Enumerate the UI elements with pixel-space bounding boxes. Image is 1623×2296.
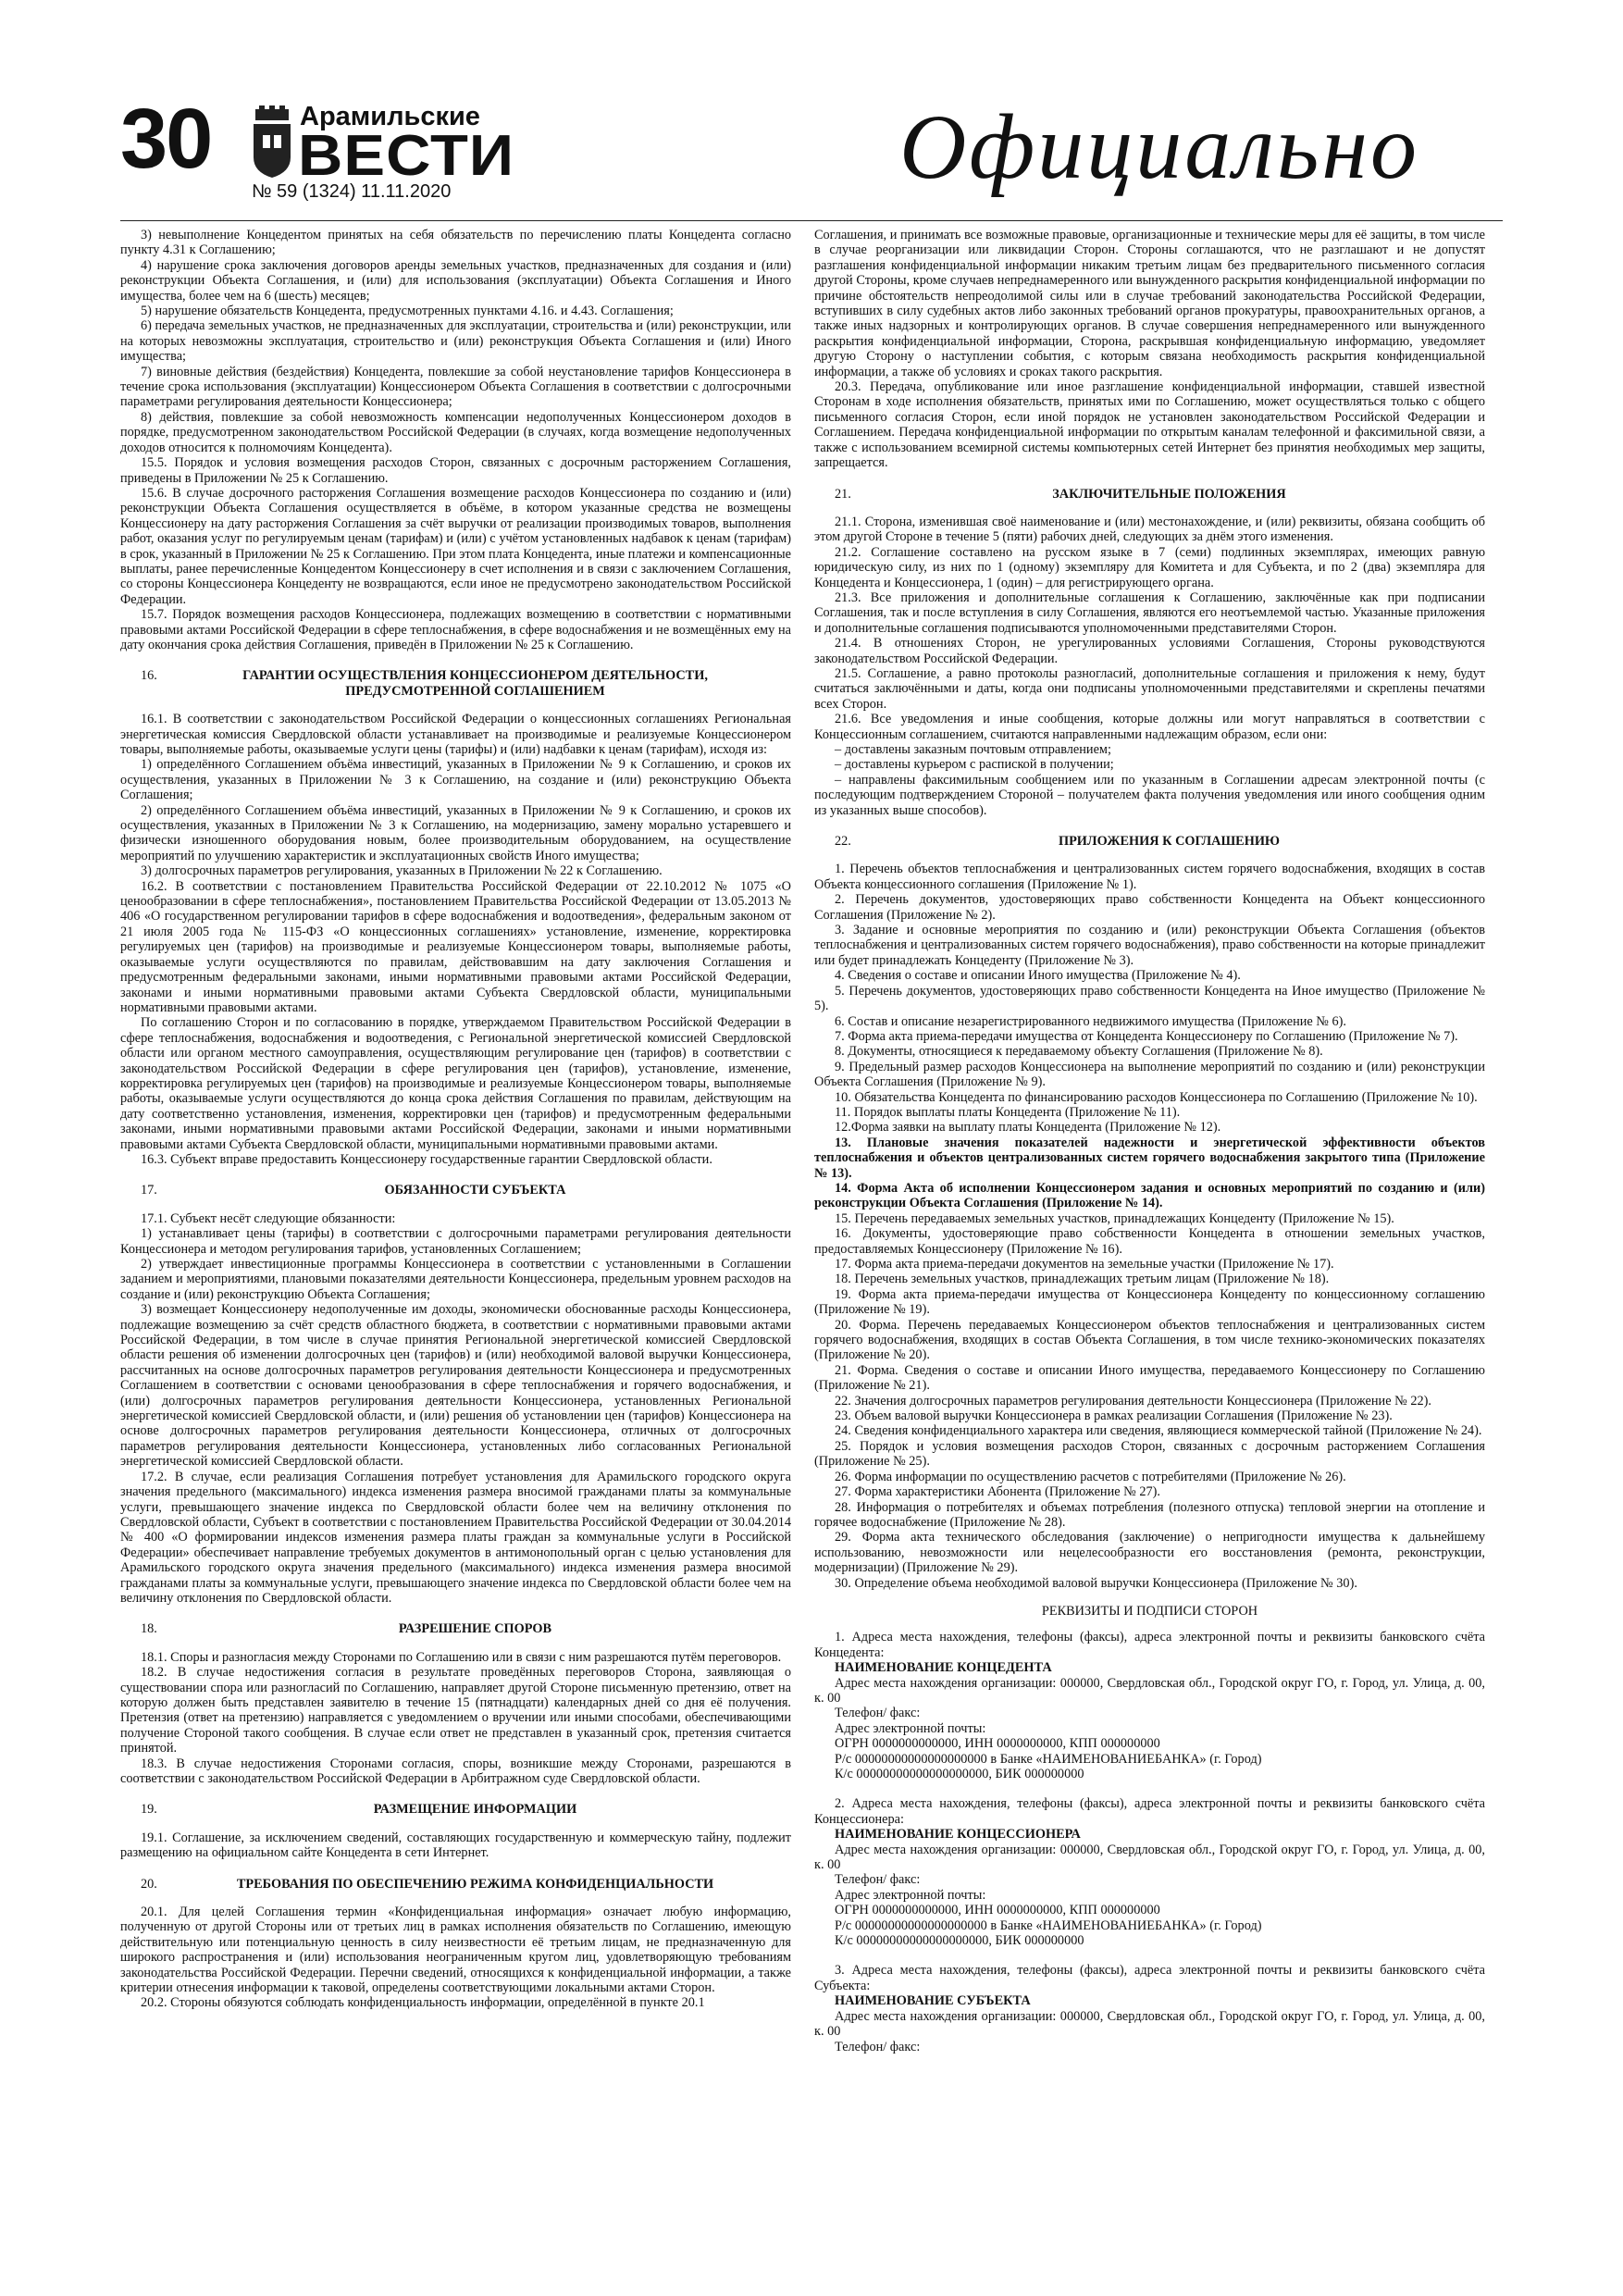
section-heading (120, 1621, 791, 1636)
section-heading (120, 1183, 791, 1198)
brand-main-text: ВЕСТИ (298, 124, 515, 188)
paragraph: 3) возмещает Концессионеру недополученные им доходы, экономически обоснованные расходы Концессионера, подлежащие возмещению за счёт средств областного бюджета, в соответствии с нормативными правовыми актами Российской Федерации, в том числе в случае принятия Региональной энергетической комиссией Свердловской области решения об изменении долгосрочных цен (тарифов) и (или) необходимой валовой выручки Концессионера, рассчитанных на основе долгосрочных параметров регулирования деятельности Концессионера и предусмотренных Соглашением в соответствии с основами ценообразования в сфере теплоснабжения и горячего водоснабжения, и (или) долгосрочных параметров регулирования деятельности Концессионера, установленных Региональной энергетической комиссией Свердловской области, и (или) решения об установлении цен (тарифов) Концессионера на основе долгосрочных параметров регулирования деятельности Концессионера, отличных от долгосрочных параметров регулирования деятельности Концессионера, установленных либо согласованных Региональной энергетической комиссией Свердловской области. (120, 1302, 791, 1470)
section-heading (814, 487, 1485, 502)
paragraph: – доставлены курьером с распиской в получении; (835, 757, 1114, 773)
section-heading-text: ГАРАНТИИ ОСУЩЕСТВЛЕНИЯ КОНЦЕССИОНЕРОМ ДЕЯТЕЛЬНОСТИ, ПРЕДУСМОТРЕННОЙ СОГЛАШЕНИЕМ (242, 668, 708, 699)
paragraph: 2) определённого Соглашением объёма инвестиций, указанных в Приложении № 9 к Соглашению, и сроков их осуществления, указанных в Приложении № 3 к Соглашению, на модернизацию, замену морально устаревшего и физически изношенного оборудования новым, более производительным оборудованием, на осуществление мероприятий по улучшению характеристик и эксплуатационных свойств Иного имущества; (120, 802, 791, 863)
section-number: 19. (141, 1802, 157, 1818)
paragraph: 15.7. Порядок возмещения расходов Концессионера, подлежащих возмещению в соответствии с нормативными правовыми актами Российской Федерации в сфере теплоснабжения, в сфере водоснабжения и не возмещённых ему на дату окончания срока действия Соглашения, приведён в Приложении № 25 к Соглашению. (120, 607, 791, 652)
paragraph: – направлены факсимильным сообщением или по указанным в Соглашении адресам электронной почты (с последующим подтверждением Стороной – получателем факта получения уведомления или иного сообщения одним из указанных выше способов). (814, 772, 1485, 818)
section-heading-text: РАЗМЕЩЕНИЕ ИНФОРМАЦИИ (373, 1802, 577, 1818)
section-heading-text: ОБЯЗАННОСТИ СУБЪЕКТА (384, 1183, 566, 1198)
paragraph: 2. Адреса места нахождения, телефоны (факсы), адреса электронной почты и реквизиты банковского счёта Концессионера: (814, 1796, 1485, 1827)
paragraph: НАИМЕНОВАНИЕ КОНЦЕССИОНЕРА (835, 1827, 1081, 1843)
paragraph: Р/с 00000000000000000000 в Банке «НАИМЕНОВАНИЕБАНКА» (г. Город) (835, 1917, 1262, 1933)
paragraph: 7. Форма акта приема-передачи имущества от Концедента Концессионеру по Соглашению (Приложение № 7). (835, 1028, 1458, 1044)
paragraph: 13. Плановые значения показателей надежности и энергетической эффективности объектов теплоснабжения и объектов централизованных систем горячего водоснабжения закрытого типа (Приложение № 13). (814, 1135, 1485, 1181)
paragraph: Телефон/ факс: (835, 1872, 921, 1888)
section-heading (120, 668, 791, 699)
paragraph: 18.3. В случае недостижения Сторонами согласия, споры, возникшие между Сторонами, разрешаются в соответствии с законодательством Российской Федерации в Арбитражном суде Свердловской области. (120, 1756, 791, 1786)
section-number: 22. (835, 834, 851, 850)
paragraph: 16.1. В соответствии с законодательством Российской Федерации о концессионных соглашениях Региональная энергетическая комиссия Свердловской области устанавливает на производимые и реализуемые Концессионером товары, выполняемые работы, оказываемые услуги цены (тарифы) и (или) надбавки к ценам (тарифам), исходя из: (120, 712, 791, 757)
section-heading-text: ТРЕБОВАНИЯ ПО ОБЕСПЕЧЕНИЮ РЕЖИМА КОНФИДЕНЦИАЛЬНОСТИ (236, 1876, 714, 1892)
paragraph: 28. Информация о потребителях и объемах потребления (полезного отпуска) тепловой энергии на отопление и горячее водоснабжение (Приложение № 28). (814, 1499, 1485, 1530)
section-number: 16. (141, 668, 157, 684)
paragraph: 2. Перечень документов, удостоверяющих право собственности Концедента на Объект концессионного Соглашения (Приложение № 2). (814, 892, 1485, 923)
paragraph: 7) виновные действия (бездействия) Концедента, повлекшие за собой неустановление тарифов Концессионера в течение срока использования (эксплуатации) Концессионером Объекта Соглашения в соответствии с долгосрочными параметрами регулирования деятельности Концессионера; (120, 364, 791, 410)
paragraph: 27. Форма характеристики Абонента (Приложение № 27). (835, 1484, 1160, 1500)
paragraph: 10. Обязательства Концедента по финансированию расходов Концессионера по Соглашению (Приложение № 10). (835, 1089, 1478, 1105)
paragraph: 11. Порядок выплаты платы Концедента (Приложение № 11). (835, 1104, 1181, 1120)
paragraph: 23. Объем валовой выручки Концессионера в рамках реализации Соглашения (Приложение № 23). (835, 1409, 1393, 1424)
paragraph: 6) передача земельных участков, не предназначенных для эксплуатации, строительства и (или) реконструкции, или на которых невозможны эксплуатация, строительство и (или) реконструкция Объекта Соглашения и (или) Иного имущества; (120, 318, 791, 365)
paragraph: 9. Предельный размер расходов Концессионера на выполнение мероприятий по созданию и (или) реконструкции Объекта Соглашения (Приложение № 9). (814, 1059, 1485, 1090)
paragraph: 15.6. В случае досрочного расторжения Соглашения возмещение расходов Концессионера по созданию и (или) реконструкции Объекта Соглашения осуществляется в объёме, в котором указанные средства не возмещены Концессионеру на дату расторжения Соглашения за счёт выручки от реализации производимых товаров, выполнения работ, оказания услуг по регулируемым ценам (тарифам) и (или) с учётом установленных надбавок к ценам (тарифам) в срок, указанный в Приложении № 25 к Соглашению. При этом плата Концедента, иные платежи и компенсационные выплаты, ранее перечисленные Концедентом Концессионеру в счет исполнения и в связи с заключением Соглашения, со стороны Концессионера Концеденту не возвращаются, если иное не предусмотрено законодательством Российской Федерации. (120, 485, 791, 607)
paragraph: 18.2. В случае недостижения согласия в результате проведённых переговоров Сторона, заявляющая о существовании спора или разногласий по Соглашению, направляет другой Стороне письменную претензию, ответ на которую должен быть представлен заявителю в течение 15 (пятнадцати) календарных дней со дня её получения. Претензия (ответ на претензию) направляется с уведомлением о вручении или иными способами, обеспечивающими получение Стороной такого сообщения. В случае если ответ не представлен в указанный срок, претензия считается принятой. (120, 1665, 791, 1756)
paragraph: 18. Перечень земельных участков, принадлежащих третьим лицам (Приложение № 18). (835, 1272, 1330, 1287)
paragraph: 24. Сведения конфиденциального характера или сведения, являющиеся коммерческой тайной (Приложение № 24). (835, 1423, 1482, 1439)
paragraph: 26. Форма информации по осуществлению расчетов с потребителями (Приложение № 26). (835, 1469, 1346, 1484)
paragraph: 3) невыполнение Концедентом принятых на себя обязательств по перечислению платы Концедента согласно пункту 4.31 к Соглашению; (120, 228, 791, 258)
section-number: 20. (141, 1876, 157, 1892)
paragraph: 19.1. Соглашение, за исключением сведений, составляющих государственную и коммерческую тайну, подлежит размещению на официальном сайте Концедента в сети Интернет. (120, 1830, 791, 1861)
newspaper-logo (252, 100, 515, 188)
paragraph: 22. Значения долгосрочных параметров регулирования деятельности Концессионера (Приложение № 22). (835, 1393, 1431, 1409)
paragraph: К/с 00000000000000000000, БИК 000000000 (835, 1767, 1084, 1781)
paragraph: 21.5. Соглашение, а равно протоколы разногласий, дополнительные соглашения и приложения к нему, будут считаться заключёнными и даты, когда они подписаны уполномоченными представителями и скреплены печатями всех Сторон. (814, 665, 1485, 712)
spacer (814, 1781, 1485, 1796)
paragraph: 14. Форма Акта об исполнении Концессионером задания и основных мероприятий по созданию и (или) реконструкции Объекта Соглашения (Приложение № 14). (814, 1180, 1485, 1211)
requisites-title: РЕКВИЗИТЫ И ПОДПИСИ СТОРОН (1041, 1603, 1258, 1619)
paragraph: 2) утверждает инвестиционные программы Концессионера в соответствии с установленными в Соглашении заданием и мероприятиями, плановыми показателями деятельности Концессионера, предельным уровнем расходов на создание и (или) реконструкцию Объекта Соглашения; (120, 1257, 791, 1302)
paragraph: Адрес места нахождения организации: 000000, Свердловская обл., Городской округ ГО, г. Город, ул. Улица, д. 00, к. 00 (814, 1675, 1485, 1706)
paragraph: 21.4. В отношениях Сторон, не урегулированных условиями Соглашения, Стороны руководствуются законодательством Российской Федерации. (814, 636, 1485, 666)
paragraph: 21.1. Сторона, изменившая своё наименование и (или) местонахождение, и (или) реквизиты, обязана сообщить об этом другой Стороне в течение 5 (пяти) рабочих дней, следующих за днём этого изменения. (814, 514, 1485, 545)
city-crest-icon (252, 105, 292, 180)
paragraph: 21.2. Соглашение составлено на русском языке в 7 (семи) подлинных экземплярах, имеющих равную юридическую силу, из них по 1 (одному) экземпляру для Комитета и для Субъекта, и по 2 (два) экземпляра для Концедента и Концессионера, 1 (один) – для регистрирующего органа. (814, 544, 1485, 590)
section-heading (814, 834, 1485, 849)
paragraph: 20.2. Стороны обязуются соблюдать конфиденциальность информации, определённой в пункте 20.1 (141, 1995, 705, 2011)
section-title: Официально (899, 95, 1419, 198)
paragraph: 21. Форма. Сведения о составе и описании Иного имущества, передаваемого Концессионеру по Соглашению (Приложение № 21). (814, 1362, 1485, 1394)
paragraph: Адрес электронной почты: (835, 1720, 986, 1736)
left-column (120, 228, 791, 2259)
paragraph: Телефон/ факс: (835, 2039, 921, 2054)
section-heading-text: ПРИЛОЖЕНИЯ К СОГЛАШЕНИЮ (1058, 834, 1281, 850)
paragraph: 20.3. Передача, опубликование или иное разглашение конфиденциальной информации, ставшей известной Сторонам в ходе исполнения обязательств, принятых ими по Соглашению, может осуществляться только с общего письменного согласия Сторон, если иной порядок не установлен законодательством Российской Федерации и Соглашением. Передача конфиденциальной информации по открытым каналам телефонной и факсимильной связи, а также с использованием всемирной системы компьютерных сетей Интернет без принятия необходимых мер защиты, запрещается. (814, 379, 1485, 471)
paragraph: 30. Определение объема необходимой валовой выручки Концессионера (Приложение № 30). (835, 1575, 1357, 1591)
paragraph: 17. Форма акта приема-передачи документов на земельные участки (Приложение № 17). (835, 1257, 1334, 1272)
paragraph: 4) нарушение срока заключения договоров аренды земельных участков, предназначенных для создания и (или) реконструкции Объекта Соглашения, и (или) для использования (эксплуатации) Объекта Соглашения и Иного имущества, более чем на 6 (шесть) месяцев; (120, 257, 791, 304)
section-heading-text: РАЗРЕШЕНИЕ СПОРОВ (398, 1621, 552, 1637)
paragraph: 8. Документы, относящиеся к передаваемому объекту Соглашения (Приложение № 8). (835, 1044, 1323, 1060)
section-number: 21. (835, 486, 851, 502)
paragraph: 25. Порядок и условия возмещения расходов Сторон, связанных с досрочным расторжением Соглашения (Приложение № 25). (814, 1438, 1485, 1470)
paragraph: 1. Перечень объектов теплоснабжения и централизованных систем горячего водоснабжения, входящих в состав Объекта концессионного соглашения (Приложение № 1). (814, 862, 1485, 892)
paragraph: НАИМЕНОВАНИЕ КОНЦЕДЕНТА (835, 1660, 1052, 1676)
paragraph: 3. Задание и основные мероприятия по созданию и (или) реконструкции Объекта Соглашения (объектов теплоснабжения и централизованных систем горячего водоснабжения), право собственности на которые принадлежит или будет принадлежать Концеденту (Приложение № 3). (814, 923, 1485, 968)
paragraph: 19. Форма акта приема-передачи имущества от Концессионера Концеденту по концессионному соглашению (Приложение № 19). (814, 1286, 1485, 1318)
section-heading-text: ЗАКЛЮЧИТЕЛЬНЫЕ ПОЛОЖЕНИЯ (1052, 486, 1286, 502)
header-divider (120, 220, 1503, 221)
page-number: 30 (120, 92, 212, 186)
section-number: 18. (141, 1621, 157, 1637)
paragraph: Адрес места нахождения организации: 000000, Свердловская обл., Городской округ ГО, г. Город, ул. Улица, д. 00, к. 00 (814, 1842, 1485, 1873)
right-column (814, 228, 1485, 2259)
paragraph: 15. Перечень передаваемых земельных участков, принадлежащих Концеденту (Приложение № 15). (835, 1210, 1394, 1226)
issue-info: № 59 (1324) 11.11.2020 (252, 181, 452, 202)
paragraph: 16.2. В соответствии с постановлением Правительства Российской Федерации от 22.10.2012 № 1075 «О ценообразовании в сфере теплоснабжения», постановлением Правительства Российской Федерации от 13.05.2013 № 406 «О государственном регулировании тарифов в сфере водоснабжения и водоотведения», федеральным законом от 21 июля 2005 года № 115-ФЗ «О концессионных соглашениях» установление, изменение, корректировка регулируемых цен (тарифов) на производимые и реализуемые Концессионером товары, выполняемые работы, оказываемые услуги осуществляются по правилам, действовавшим на дату заключения Соглашения и предусмотренным федеральными законами, иными нормативными правовыми актами Российской Федерации, законами и иными нормативными правовыми актами Субъекта Свердловской области, муниципальными нормативными правовыми актами. (120, 878, 791, 1015)
brand-top-text: Арамильские (300, 102, 480, 131)
spacer (814, 1948, 1485, 1963)
paragraph: Соглашения, и принимать все возможные правовые, организационные и технические меры для её защиты, в том числе в случае реорганизации или ликвидации Сторон. Стороны соглашаются, что не разглашают и не допустят разглашения конфиденциальной информации никаким третьим лицам без предварительного письменного согласия другой Стороны, кроме случаев непреднамеренного или вынужденного раскрытия конфиденциальной информации по причине обстоятельств непреодолимой силы или в случае требований законодательства Российской Федерации, вступивших в силу судебных актов либо законных требований органов прокуратуры, правоохранительных органов, а также иных надзорных и контролирующих органов. В случае совершения непреднамеренного или вынужденного раскрытия конфиденциальной информации, Сторона, раскрывшая конфиденциальную информацию, уведомляет другую Сторону о наступлении события, с которым связана необходимость раскрытия конфиденциальной информации, а также об условиях и сроках такого раскрытия. (814, 228, 1485, 379)
paragraph: К/с 00000000000000000000, БИК 000000000 (835, 1933, 1084, 1949)
paragraph: 17.1. Субъект несёт следующие обязанности: (141, 1210, 396, 1226)
paragraph: 3) долгосрочных параметров регулирования, указанных в Приложении № 22 к Соглашению. (141, 863, 663, 879)
paragraph: Адрес электронной почты: (835, 1887, 986, 1903)
section-heading (120, 1802, 791, 1817)
paragraph: 5. Перечень документов, удостоверяющих право собственности Концедента на Иное имущество (Приложение № 5). (814, 983, 1485, 1014)
paragraph: 18.1. Споры и разногласия между Сторонами по Соглашению или в связи с ним разрешаются путём переговоров. (141, 1649, 782, 1665)
paragraph: 1) определённого Соглашением объёма инвестиций, указанных в Приложении № 9 к Соглашению, и сроков их осуществления, указанных в Приложении № 3 к Соглашению, на создание и (или) реконструкцию Объекта Соглашения; (120, 757, 791, 803)
paragraph: Адрес места нахождения организации: 000000, Свердловская обл., Городской округ ГО, г. Город, ул. Улица, д. 00, к. 00 (814, 2008, 1485, 2040)
paragraph: 29. Форма акта технического обследования (заключение) о непригодности имущества к дальнейшему использованию, невозможности или нецелесообразности его восстановления (ремонта, реконструкции, модернизации) (Приложение № 29). (814, 1530, 1485, 1576)
paragraph: 16. Документы, удостоверяющие право собственности Концедента в отношении земельных участков, предоставляемых Концессионеру (Приложение № 16). (814, 1226, 1485, 1257)
paragraph: Р/с 00000000000000000000 в Банке «НАИМЕНОВАНИЕБАНКА» (г. Город) (835, 1751, 1262, 1767)
paragraph: Телефон/ факс: (835, 1706, 921, 1721)
section-heading (120, 1877, 791, 1892)
paragraph: 15.5. Порядок и условия возмещения расходов Сторон, связанных с досрочным расторжением Соглашения, приведены в Приложении № 25 к Соглашению. (120, 455, 791, 486)
paragraph: 20. Форма. Перечень передаваемых Концессионером объектов теплоснабжения и централизованных систем горячего водоснабжения, входящих в состав Объекта Соглашения, в том числе технико-экономических показателях (Приложение № 20). (814, 1317, 1485, 1363)
paragraph: НАИМЕНОВАНИЕ СУБЪЕКТА (835, 1993, 1031, 2009)
paragraph: По соглашению Сторон и по согласованию в порядке, утверждаемом Правительством Российской Федерации в сфере теплоснабжения, водоснабжения и водоотведения, с Региональной энергетической комиссией Свердловской области или органом местного самоуправления, осуществляющим регулирование цен (тарифов) в соответствии с законодательством Российской Федерации в сфере регулирования цен (тарифов), установление, изменение, корректировка регулируемых цен (тарифов) на производимые и реализуемые Концессионером товары, выполняемые работы, оказываемые услуги осуществляются до конца срока действия Соглашения по правилам, действующим на дату соответственно установления, изменения, корректировки цен (тарифов) и предусмотренным федеральными законами, иными нормативными правовыми актами Российской Федерации, законами и иными нормативными правовыми актами Субъекта Свердловской области, муниципальными нормативными правовыми актами. (120, 1015, 791, 1152)
paragraph: 8) действия, повлекшие за собой невозможность компенсации недополученных Концессионером доходов в порядке, предусмотренном законодательством Российской Федерации (в случаях, когда возмещение недополученных доходов относится к полномочиям Концедента). (120, 409, 791, 455)
section-number: 17. (141, 1183, 157, 1198)
paragraph: – доставлены заказным почтовым отправлением; (835, 742, 1111, 757)
paragraph: 4. Сведения о составе и описании Иного имущества (Приложение № 4). (835, 968, 1241, 984)
paragraph: 17.2. В случае, если реализация Соглашения потребует установления для Арамильского городского округа значения предельного (максимального) индекса изменения размера вносимой гражданами платы за коммунальные услуги, превышающего значение индекса по Свердловской области более чем на величину отклонения по Свердловской области, Субъект в соответствии с постановлением Правительства Российской Федерации от 30.04.2014 № 400 «О формировании индексов изменения размера платы граждан за коммунальные услуги в Российской Федерации» обеспечивает направление требуемых документов в антимонопольный орган с целью установления для Арамильского городского округа значения предельного (максимального) индекса изменения размера вносимой гражданами платы за коммунальные услуги, превышающего значение индекса по Свердловской области более чем на величину отклонения по Свердловской области. (120, 1469, 791, 1606)
paragraph: 1. Адреса места нахождения, телефоны (факсы), адреса электронной почты и реквизиты банковского счёта Концедента: (814, 1630, 1485, 1660)
masthead (120, 93, 1503, 213)
paragraph: ОГРН 0000000000000, ИНН 0000000000, КПП 000000000 (835, 1903, 1160, 1918)
paragraph: 21.3. Все приложения и дополнительные соглашения к Соглашению, заключённые как при подписании Соглашения, так и после вступления в силу Соглашения, являются его неотъемлемой частью. Указанные приложения и дополнительные соглашения подписываются уполномоченными представителями Сторон. (814, 590, 1485, 636)
paragraph: 21.6. Все уведомления и иные сообщения, которые должны или могут направляться в соответствии с Концессионным соглашением, считаются направленными надлежащим образом, если они: (814, 712, 1485, 742)
paragraph: 1) устанавливает цены (тарифы) в соответствии с долгосрочными параметрами регулирования деятельности Концессионера и методом регулирования тарифов, установленных Соглашением; (120, 1226, 791, 1257)
paragraph: 20.1. Для целей Соглашения термин «Конфиденциальная информация» означает любую информацию, полученную от другой Стороны или от третьих лиц в рамках исполнения обязательств по Соглашению, имеющую действительную или потенциальную ценность в силу неизвестности её третьим лицам, не предназначенную для широкого распространения и (или) использования неограниченным кругом лиц, удовлетворяющую требованиям законодательства Российской Федерации. Перечни сведений, относящихся к конфиденциальной информации, а также критерии отнесения информации к таковой, определены соответствующими локальными актами Сторон. (120, 1905, 791, 1996)
paragraph: 3. Адреса места нахождения, телефоны (факсы), адреса электронной почты и реквизиты банковского счёта Субъекта: (814, 1963, 1485, 1993)
paragraph: 12.Форма заявки на выплату платы Концедента (Приложение № 12). (835, 1120, 1221, 1136)
paragraph: ОГРН 0000000000000, ИНН 0000000000, КПП 000000000 (835, 1736, 1160, 1752)
paragraph: 5) нарушение обязательств Концедента, предусмотренных пунктами 4.16. и 4.43. Соглашения; (141, 304, 674, 319)
paragraph: 6. Состав и описание незарегистрированного недвижимого имущества (Приложение № 6). (835, 1013, 1347, 1029)
paragraph: 16.3. Субъект вправе предоставить Концессионеру государственные гарантии Свердловской области. (141, 1151, 712, 1167)
